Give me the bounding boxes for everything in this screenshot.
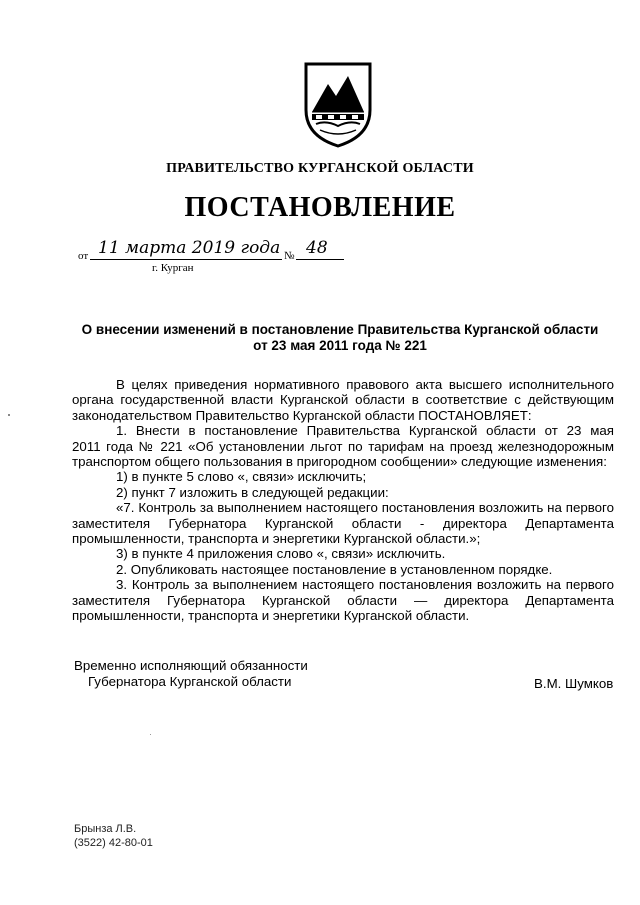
paragraph-7: 2. Опубликовать настоящее постановление в установленном порядке. (116, 561, 553, 577)
paragraph-1-line-3: законодательством Правительство Курганской области ПОСТАНОВЛЯЕТ: (72, 407, 532, 423)
number-label: № (284, 250, 295, 262)
paragraph-1-line-2: органа государственной власти Курганской области в соответствие с действующим (72, 392, 614, 408)
signatory-position-line-2: Губернатора Курганской области (88, 674, 292, 689)
paragraph-6: 3) в пункте 4 приложения слово «, связи» исключить. (116, 546, 446, 562)
date-underline (90, 259, 282, 260)
document-body (72, 377, 614, 624)
paragraph-1-line-1: В целях приведения нормативного правового акта высшего исполнительного (116, 377, 614, 392)
scan-speck (150, 734, 151, 735)
paragraph-8-line-2: заместителя Губернатора Курганской области — директора Департамента (72, 592, 614, 608)
paragraph-5-line-2: заместителя Губернатора Курганской области - директора Департамента (72, 515, 614, 531)
executor-block (74, 822, 153, 850)
city-label: г. Курган (152, 262, 194, 274)
date-from-label: от (78, 250, 89, 262)
signatory-position-line-1: Временно исполняющий обязанности (74, 658, 308, 673)
paragraph-2-line-1: 1. Внести в постановление Правительства Курганской области от 23 мая (116, 423, 614, 439)
document-type-title: ПОСТАНОВЛЕНИЕ (184, 192, 456, 223)
paragraph-3: 1) в пункте 5 слово «, связи» исключить; (116, 469, 367, 485)
scan-speck (8, 414, 10, 416)
kurgan-oblast-coat-of-arms-icon (302, 58, 374, 148)
paragraph-8-line-3: промышленности, транспорта и энергетики Курганской области. (72, 608, 470, 624)
paragraph-2-line-2: 2011 года № 221 «Об установлении льгот по тарифам на проезд железнодорожным (72, 438, 614, 454)
executor-phone: (3522) 42-80-01 (74, 837, 153, 849)
subject-line-2: от 23 мая 2011 года № 221 (253, 338, 427, 353)
number-underline (296, 259, 344, 260)
paragraph-2-line-3: транспортом общего пользования в пригородном сообщении» следующие изменения: (72, 454, 607, 470)
signatory-name: В.М. Шумков (534, 676, 614, 691)
handwritten-number: 48 (306, 238, 328, 258)
paragraph-4: 2) пункт 7 изложить в следующей редакции: (116, 484, 389, 500)
handwritten-date: 11 марта 2019 года (98, 238, 281, 258)
paragraph-8-line-1: 3. Контроль за выполнением настоящего постановления возложить на первого (116, 577, 614, 593)
organization-title: ПРАВИТЕЛЬСТВО КУРГАНСКОЙ ОБЛАСТИ (166, 161, 474, 176)
paragraph-5-line-1: «7. Контроль за выполнением настоящего постановления возложить на первого (116, 500, 614, 516)
paragraph-5-line-3: промышленности, транспорта и энергетики Курганской области.»; (72, 531, 481, 547)
executor-name: Брынза Л.В. (74, 823, 137, 835)
document-subject (60, 322, 620, 354)
subject-line-1: О внесении изменений в постановление Правительства Курганской области (81, 322, 599, 337)
